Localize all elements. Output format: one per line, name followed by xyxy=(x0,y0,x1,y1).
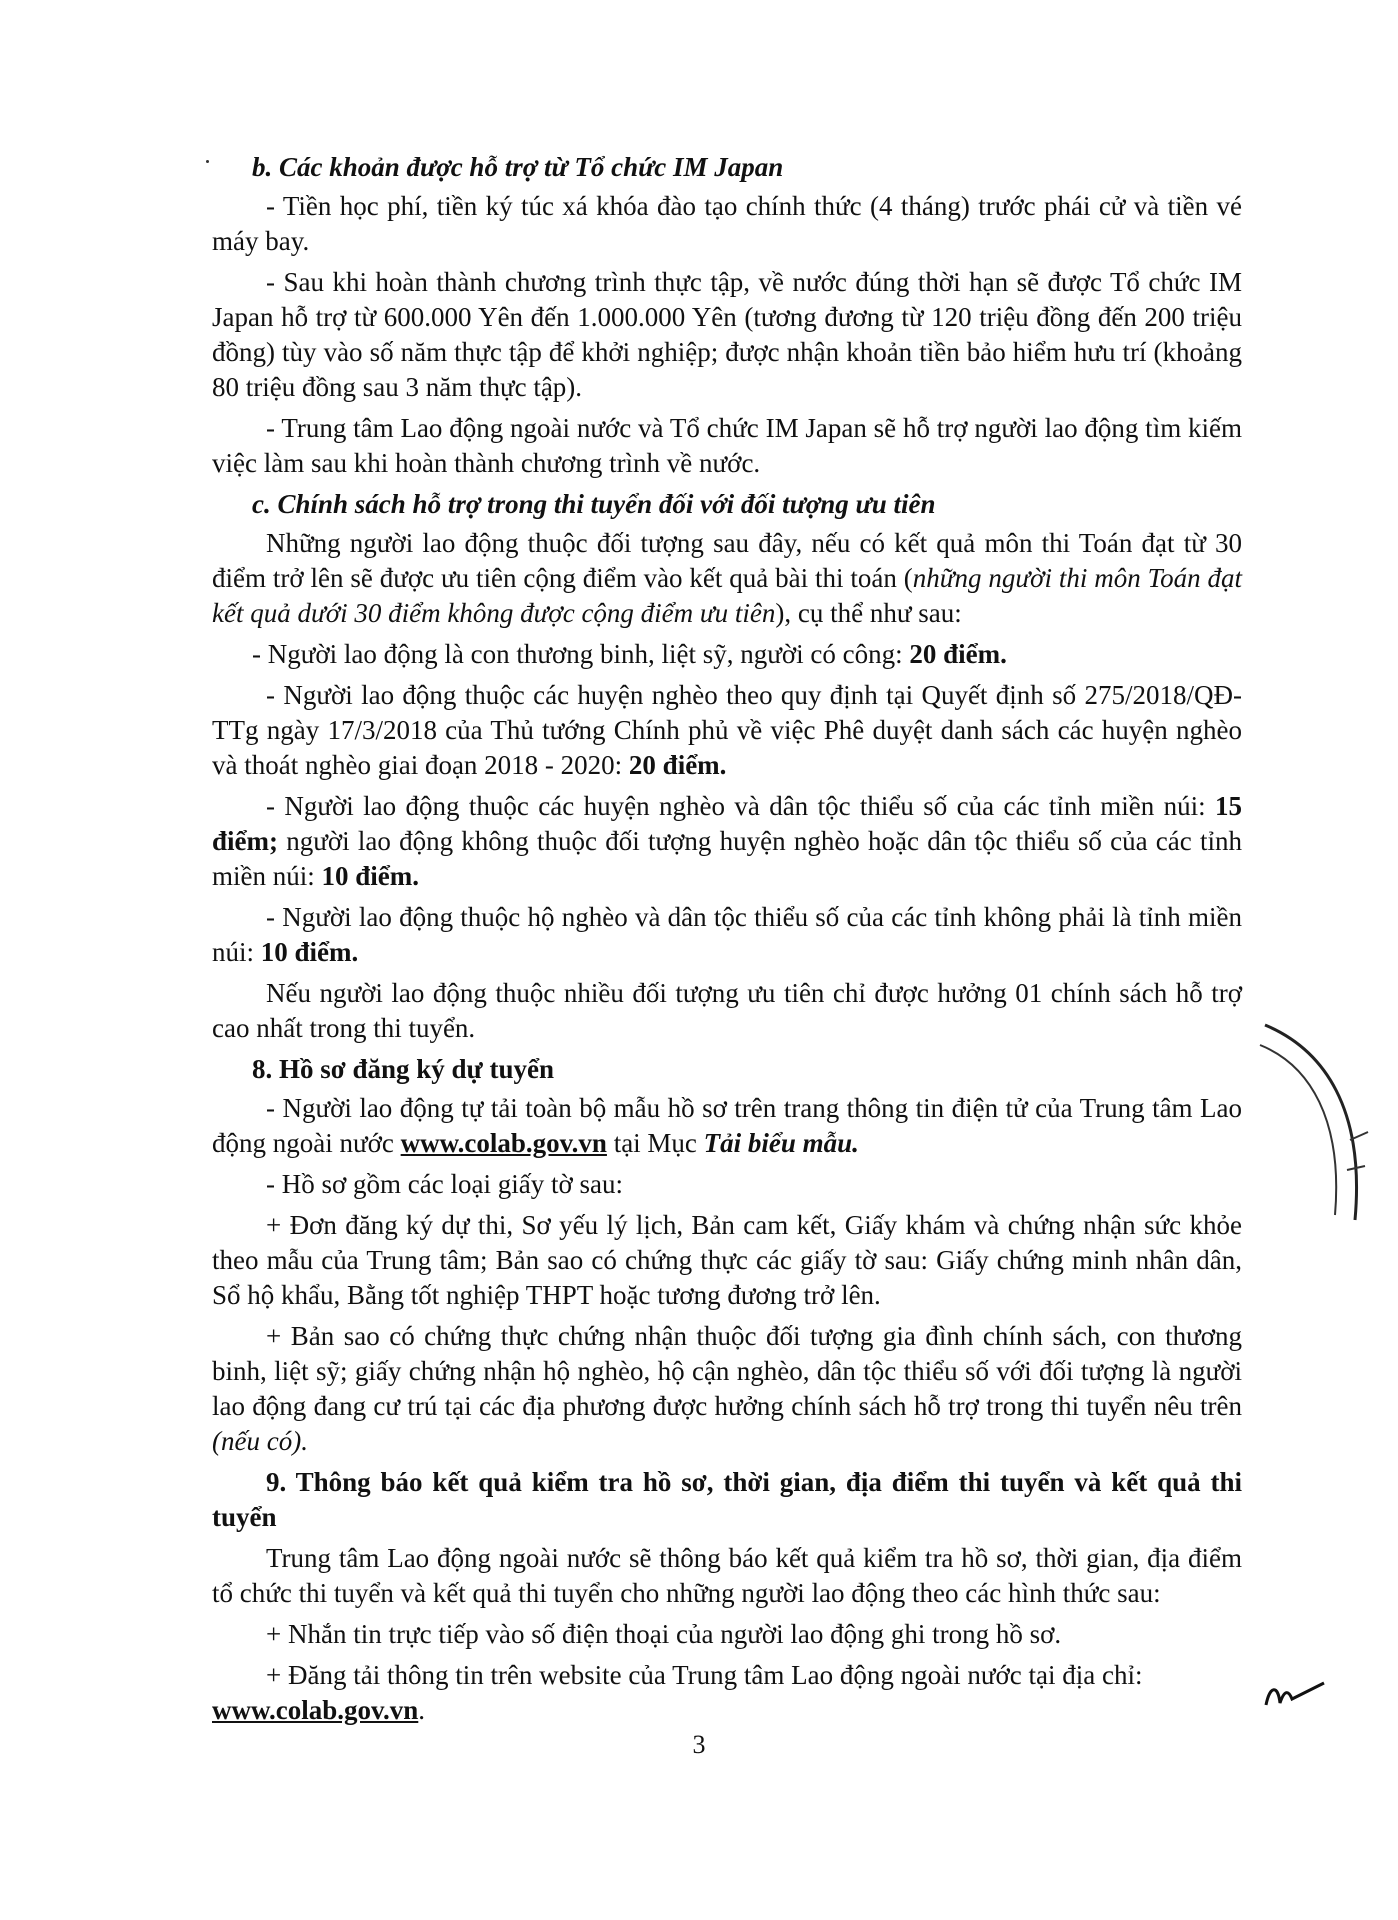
section-c-intro-text: Những người lao động thuộc đối tượng sau đây, nếu có kết quả môn thi Toán đạt từ 30 điểm trở lên sẽ được ưu tiên cộng điểm vào kết quả bài thi toán ( xyxy=(212,528,1242,593)
section-c-item-1-text: - Người lao động là con thương binh, liệt sỹ, người có công: xyxy=(252,639,910,669)
section-8-paragraph-3: + Đơn đăng ký dự thi, Sơ yếu lý lịch, Bản cam kết, Giấy khám và chứng nhận sức khỏe theo mẫu của Trung tâm; Bản sao có chứng thực các giấy tờ sau: Giấy chứng minh nhân dân, Sổ hộ khẩu, Bằng tốt nghiệp THPT hoặc tương đương trở lên. xyxy=(212,1210,1242,1310)
section-8-paragraph-1-mid: tại Mục xyxy=(606,1128,704,1158)
section-8-paragraph-4-text: + Bản sao có chứng thực chứng nhận thuộc đối tượng gia đình chính sách, con thương binh, liệt sỹ; giấy chứng nhận hộ nghèo, hộ cận nghèo, dân tộc thiểu số với đối tượng là người lao động đang cư trú tại các địa phương được hưởng chính sách hỗ trợ trong thi tuyển nêu trên xyxy=(212,1321,1242,1421)
section-9-title: 9. Thông báo kết quả kiểm tra hồ sơ, thời gian, địa điểm thi tuyển và kết quả thi tuyển xyxy=(212,1467,1242,1532)
section-c-title: c. Chính sách hỗ trợ trong thi tuyển đối với đối tượng ưu tiên xyxy=(252,489,936,519)
section-8-paragraph-4-italic: (nếu có). xyxy=(212,1426,308,1456)
section-8-paragraph-4 xyxy=(212,1319,1242,1459)
section-c-item-4-points: 10 điểm. xyxy=(260,937,359,967)
official-stamp-partial xyxy=(1255,1020,1375,1240)
section-c-item-1-points: 20 điểm. xyxy=(909,639,1007,669)
section-b-paragraph-1: - Tiền học phí, tiền ký túc xá khóa đào tạo chính thức (4 tháng) trước phái cử và tiền vé máy bay. xyxy=(212,191,1242,256)
section-c-item-3-points-2: 10 điểm. xyxy=(321,861,419,891)
scan-speck xyxy=(206,160,209,163)
section-c-item-4-text: - Người lao động thuộc hộ nghèo và dân tộc thiểu số của các tỉnh không phải là tỉnh miền núi: xyxy=(212,902,1242,967)
download-forms-label: Tải biểu mẫu. xyxy=(703,1128,859,1158)
section-c-item-2 xyxy=(212,678,1242,783)
section-8-paragraph-1-text: - Người lao động tự tải toàn bộ mẫu hồ sơ trên trang thông tin điện tử của Trung tâm Lao động ngoài nước xyxy=(212,1093,1242,1158)
section-c-item-3 xyxy=(212,789,1242,894)
section-9-paragraph-1: Trung tâm Lao động ngoài nước sẽ thông báo kết quả kiểm tra hồ sơ, thời gian, địa điểm tổ chức thi tuyển và kết quả thi tuyển cho những người lao động theo các hình thức sau: xyxy=(212,1543,1242,1608)
section-8-title: 8. Hồ sơ đăng ký dự tuyển xyxy=(252,1054,554,1084)
colab-website-link[interactable]: www.colab.gov.vn xyxy=(400,1128,607,1158)
section-9-paragraph-2: + Nhắn tin trực tiếp vào số điện thoại của người lao động ghi trong hồ sơ. xyxy=(266,1619,1062,1649)
section-c-item-3-points-1: 15 điểm; xyxy=(212,791,1242,856)
section-c-intro xyxy=(212,526,1242,631)
section-b-paragraph-3: - Trung tâm Lao động ngoài nước và Tổ chức IM Japan sẽ hỗ trợ người lao động tìm kiếm việc làm sau khi hoàn thành chương trình về nước. xyxy=(212,413,1242,478)
section-c-item-2-text: - Người lao động thuộc các huyện nghèo theo quy định tại Quyết định số 275/2018/QĐ-TTg ngày 17/3/2018 của Thủ tướng Chính phủ về việc Phê duyệt danh sách các huyện nghèo và thoát nghèo giai đoạn 2018 - 2020: xyxy=(212,680,1242,780)
section-c-item-3-text-a: - Người lao động thuộc các huyện nghèo và dân tộc thiểu số của các tỉnh miền núi: xyxy=(266,791,1215,821)
section-c-note: Nếu người lao động thuộc nhiều đối tượng ưu tiên chỉ được hưởng 01 chính sách hỗ trợ cao nhất trong thi tuyển. xyxy=(212,978,1242,1043)
document-page xyxy=(212,150,1242,1734)
section-c-item-1 xyxy=(212,637,1242,672)
section-b-title: b. Các khoản được hỗ trợ từ Tổ chức IM Japan xyxy=(252,152,784,182)
colab-website-link-2[interactable]: www.colab.gov.vn xyxy=(212,1695,419,1725)
initial-signature xyxy=(1258,1675,1328,1715)
section-9-paragraph-3-text: + Đăng tải thông tin trên website của Trung tâm Lao động ngoài nước tại địa chỉ: xyxy=(266,1660,1143,1690)
section-b-paragraph-2: - Sau khi hoàn thành chương trình thực tập, về nước đúng thời hạn sẽ được Tổ chức IM Japan hỗ trợ từ 600.000 Yên đến 1.000.000 Yên (tương đương từ 120 triệu đồng đến 200 triệu đồng) tùy vào số năm thực tập để khởi nghiệp; được nhận khoản tiền bảo hiểm hưu trí (khoảng 80 triệu đồng sau 3 năm thực tập). xyxy=(212,267,1242,402)
section-9-paragraph-3 xyxy=(212,1658,1242,1728)
section-c-intro-end: ), cụ thể như sau: xyxy=(775,598,962,628)
section-8-paragraph-2: - Hồ sơ gồm các loại giấy tờ sau: xyxy=(266,1169,623,1199)
section-9-paragraph-3-end: . xyxy=(418,1695,426,1725)
page-number: 3 xyxy=(692,1730,706,1759)
section-8-paragraph-1 xyxy=(212,1091,1242,1161)
section-c-item-3-text-b: người lao động không thuộc đối tượng huyện nghèo hoặc dân tộc thiểu số của các tỉnh miền núi: xyxy=(212,826,1242,891)
section-c-item-2-points: 20 điểm. xyxy=(628,750,727,780)
section-c-item-4 xyxy=(212,900,1242,970)
section-c-intro-italic: những người thi môn Toán đạt kết quả dưới 30 điểm không được cộng điểm ưu tiên xyxy=(212,563,1243,628)
